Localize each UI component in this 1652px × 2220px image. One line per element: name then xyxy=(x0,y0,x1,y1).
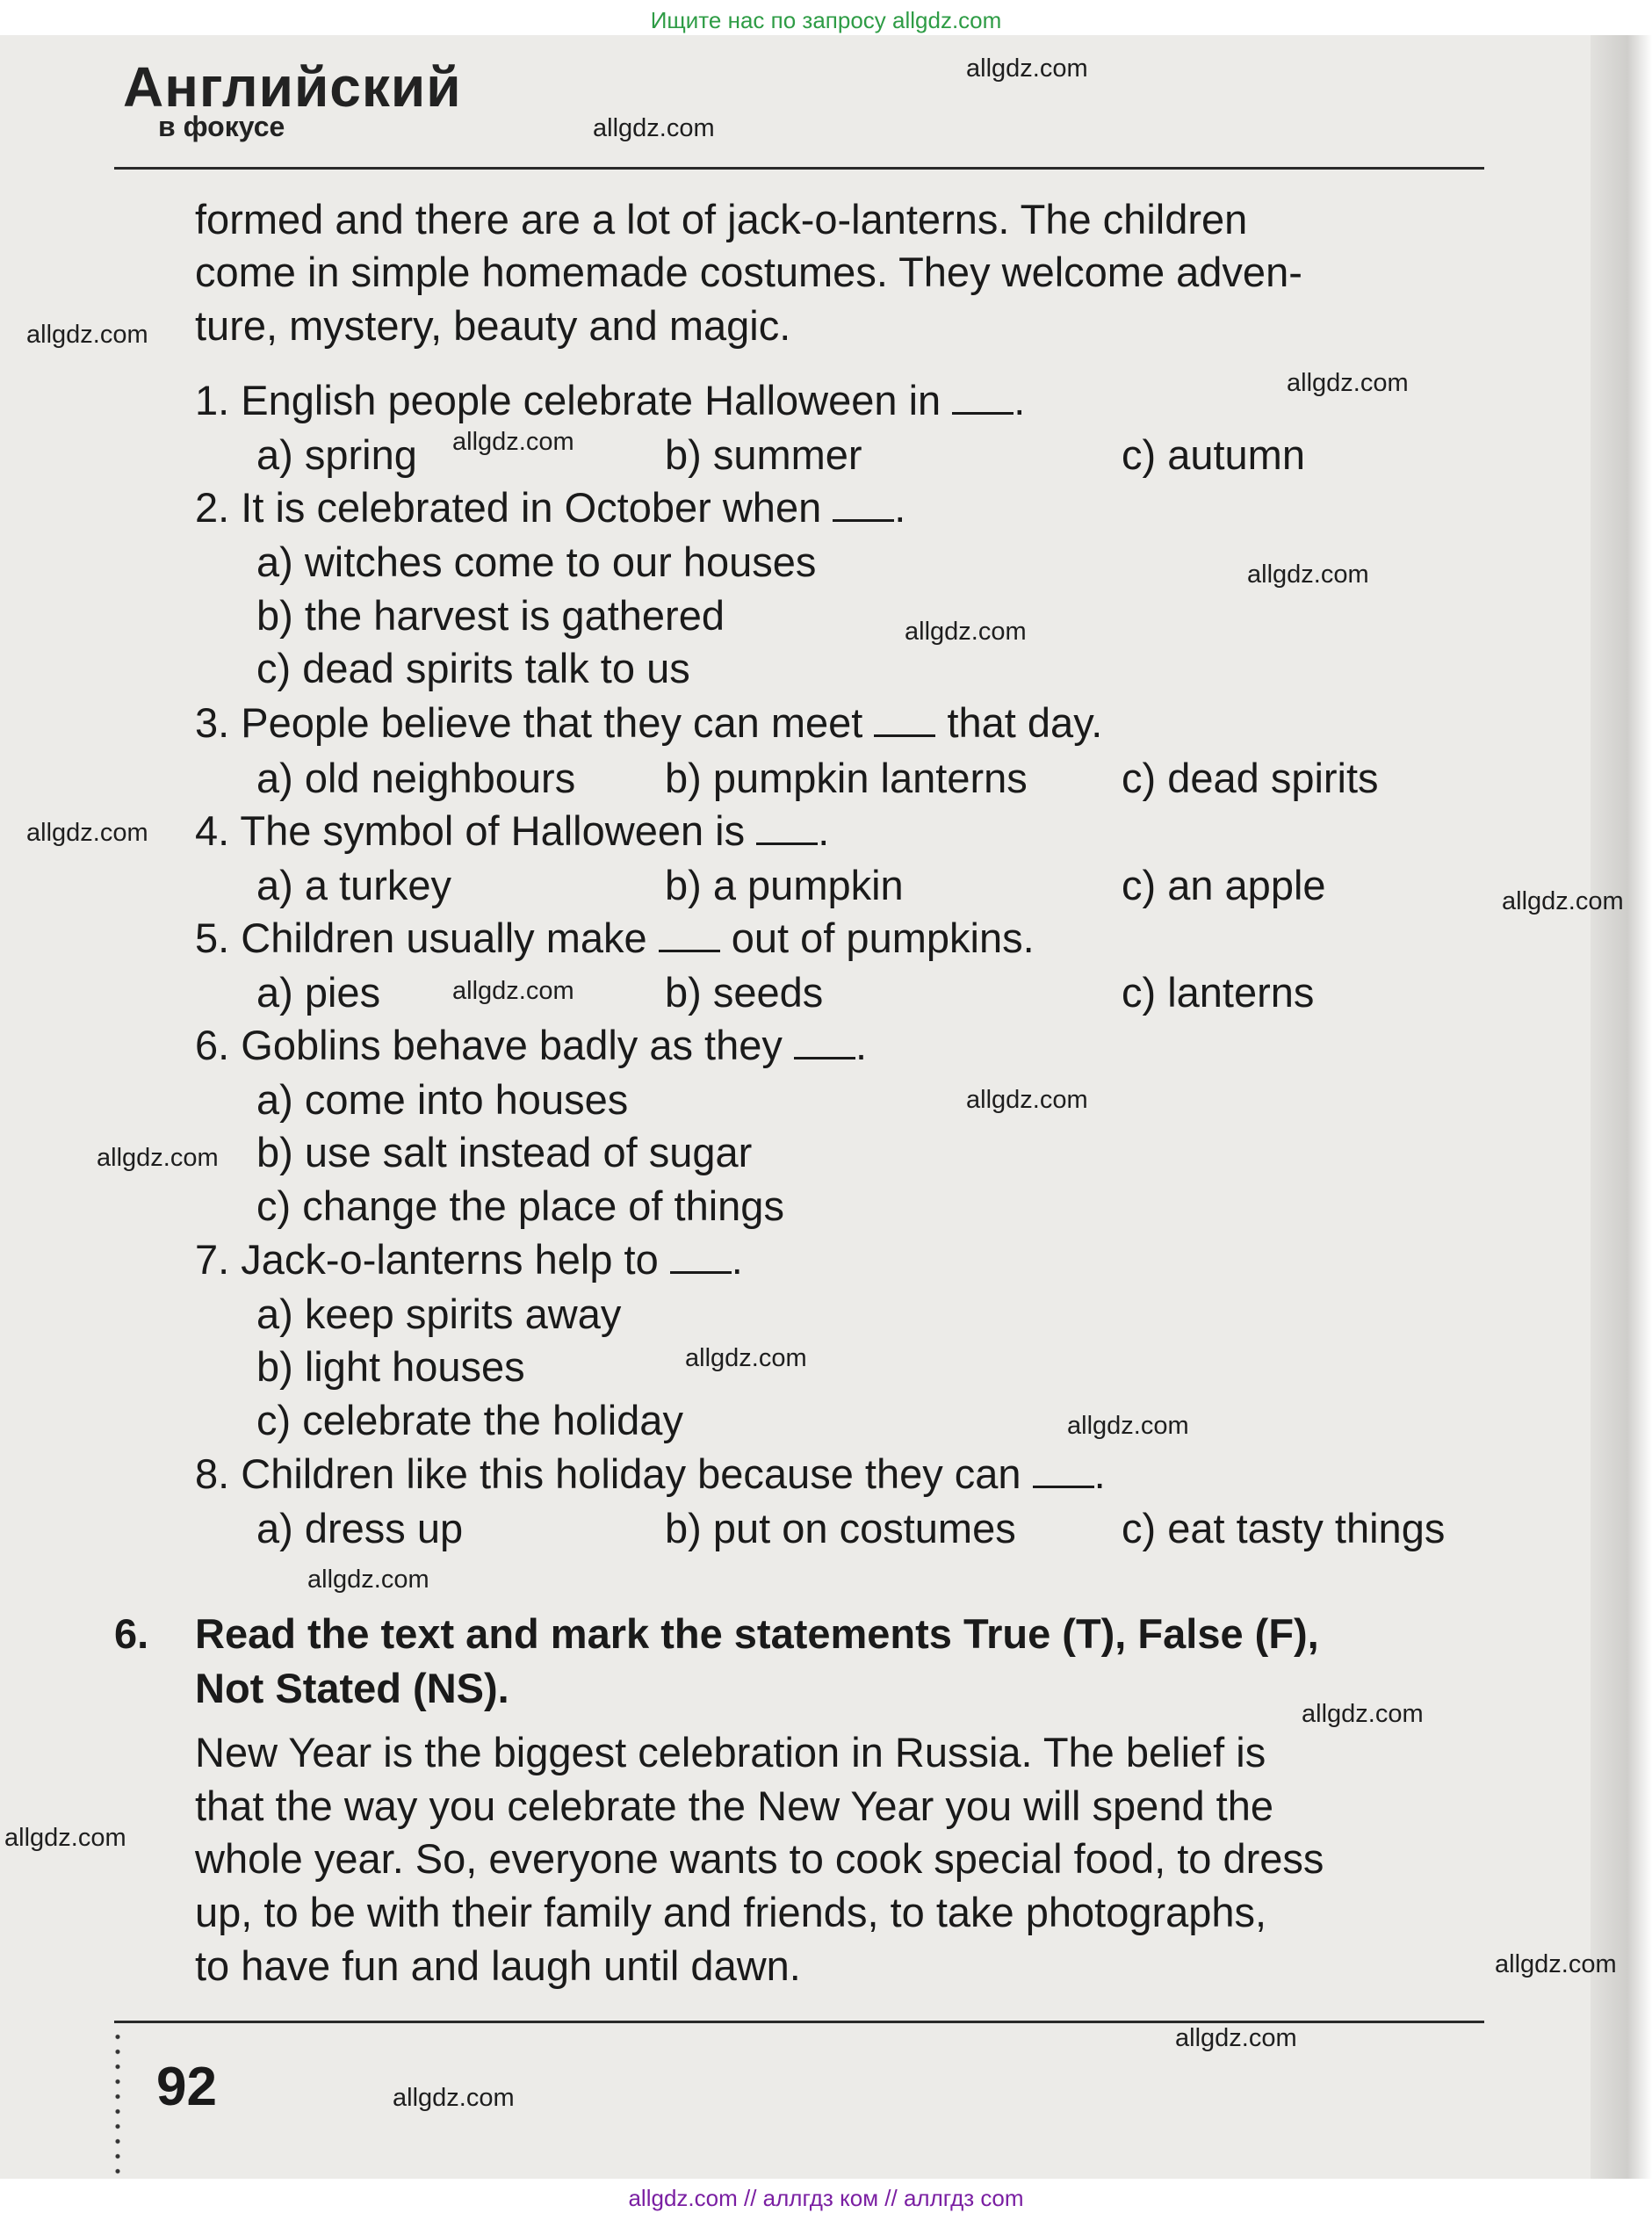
option-b: b) summer xyxy=(665,431,862,478)
header-rule xyxy=(114,167,1484,170)
answer-blank xyxy=(756,813,818,845)
watermark: allgdz.com xyxy=(593,114,715,142)
option-b: b) use salt instead of sugar xyxy=(256,1129,753,1175)
page-number: 92 xyxy=(156,2057,217,2117)
answer-blank xyxy=(659,920,720,952)
question-end: . xyxy=(1093,1450,1106,1497)
question-4 xyxy=(195,806,829,855)
option-a: a) witches come to our houses xyxy=(256,539,817,585)
watermark: allgdz.com xyxy=(1067,1412,1189,1440)
book-logo-subtitle: в фокусе xyxy=(158,111,285,142)
answer-blank xyxy=(833,489,894,522)
question-stem: Children like this holiday because they can xyxy=(241,1450,1021,1497)
watermark: allgdz.com xyxy=(1247,560,1369,589)
option-b: b) pumpkin lanterns xyxy=(665,755,1028,801)
question-number: 8. xyxy=(195,1450,230,1497)
text-line: New Year is the biggest celebration in Russia. The belief is xyxy=(195,1729,1266,1775)
question-stem: It is celebrated in October when xyxy=(241,484,822,531)
question-1 xyxy=(195,376,1025,424)
question-3 xyxy=(195,698,1102,747)
answer-blank xyxy=(952,382,1014,415)
question-stem: Children usually make xyxy=(241,915,647,961)
footer-links[interactable]: allgdz.com // аллгдз ком // аллгдз com xyxy=(628,2185,1024,2211)
answer-blank xyxy=(794,1027,855,1059)
watermark: allgdz.com xyxy=(393,2084,515,2112)
task-title-line: Not Stated (NS). xyxy=(195,1665,509,1711)
question-end: that day. xyxy=(947,699,1103,746)
watermark: allgdz.com xyxy=(1302,1700,1424,1728)
question-stem: The symbol of Halloween is xyxy=(240,807,746,854)
footer-rule xyxy=(114,2021,1484,2023)
option-c: c) autumn xyxy=(1122,431,1305,478)
option-a: a) pies xyxy=(256,969,381,1016)
watermark: allgdz.com xyxy=(905,618,1027,646)
question-end: out of pumpkins. xyxy=(731,915,1035,961)
question-stem: English people celebrate Halloween in xyxy=(241,377,941,423)
watermark: allgdz.com xyxy=(4,1824,126,1852)
watermark: allgdz.com xyxy=(26,321,148,349)
question-number: 7. xyxy=(195,1236,230,1283)
option-c: c) dead spirits xyxy=(1122,755,1379,801)
question-5 xyxy=(195,914,1035,962)
text-line: that the way you celebrate the New Year you will spend the xyxy=(195,1783,1273,1829)
top-banner-link[interactable]: Ищите нас по запросу allgdz.com xyxy=(650,7,1002,33)
option-c: c) dead spirits talk to us xyxy=(256,645,690,691)
watermark: allgdz.com xyxy=(452,428,574,456)
question-end: . xyxy=(818,807,830,854)
question-6 xyxy=(195,1021,867,1069)
text-line: whole year. So, everyone wants to cook special food, to dress xyxy=(195,1835,1324,1882)
watermark: allgdz.com xyxy=(1175,2024,1297,2052)
page-edge-shadow xyxy=(1591,35,1652,2179)
watermark: allgdz.com xyxy=(1287,369,1409,397)
watermark: allgdz.com xyxy=(1495,1950,1617,1978)
option-c: c) lanterns xyxy=(1122,969,1315,1016)
question-number: 4. xyxy=(195,807,230,854)
option-a: a) keep spirits away xyxy=(256,1291,622,1337)
watermark: allgdz.com xyxy=(966,1086,1088,1114)
question-7 xyxy=(195,1235,743,1284)
task-title-line: Read the text and mark the statements True (T), False (F), xyxy=(195,1610,1319,1657)
question-end: . xyxy=(731,1236,743,1283)
option-a: a) dress up xyxy=(256,1505,464,1551)
text-line: ture, mystery, beauty and magic. xyxy=(195,302,791,349)
task-number: 6. xyxy=(114,1610,149,1657)
text-line: formed and there are a lot of jack-o-lanterns. The children xyxy=(195,196,1248,242)
option-a: a) old neighbours xyxy=(256,755,576,801)
text-line: up, to be with their family and friends, to take photographs, xyxy=(195,1889,1267,1935)
question-stem: People believe that they can meet xyxy=(241,699,863,746)
watermark: allgdz.com xyxy=(685,1344,807,1372)
question-end: . xyxy=(894,484,906,531)
option-b: b) seeds xyxy=(665,969,824,1016)
watermark: allgdz.com xyxy=(307,1566,429,1594)
option-b: b) put on costumes xyxy=(665,1505,1016,1551)
option-c: c) celebrate the holiday xyxy=(256,1397,683,1443)
answer-blank xyxy=(670,1241,732,1274)
option-c: c) change the place of things xyxy=(256,1182,784,1229)
question-number: 5. xyxy=(195,915,230,961)
option-b: b) light houses xyxy=(256,1343,525,1390)
option-a: a) come into houses xyxy=(256,1076,629,1123)
answer-blank xyxy=(1033,1456,1094,1488)
watermark: allgdz.com xyxy=(1502,887,1624,915)
question-number: 3. xyxy=(195,699,230,746)
watermark: allgdz.com xyxy=(452,977,574,1005)
option-a: a) spring xyxy=(256,431,417,478)
option-b: b) a pumpkin xyxy=(665,862,904,908)
question-8 xyxy=(195,1450,1106,1498)
watermark: allgdz.com xyxy=(966,54,1088,83)
question-2 xyxy=(195,483,905,531)
option-b: b) the harvest is gathered xyxy=(256,592,725,639)
question-end: . xyxy=(855,1022,868,1068)
question-stem: Goblins behave badly as they xyxy=(241,1022,783,1068)
watermark: allgdz.com xyxy=(26,819,148,847)
book-logo-title: Английский xyxy=(123,55,462,119)
answer-blank xyxy=(874,705,935,737)
question-number: 1. xyxy=(195,377,230,423)
text-line: come in simple homemade costumes. They welcome adven- xyxy=(195,249,1302,295)
option-c: c) an apple xyxy=(1122,862,1326,908)
question-number: 6. xyxy=(195,1022,230,1068)
option-a: a) a turkey xyxy=(256,862,452,908)
question-number: 2. xyxy=(195,484,230,531)
question-stem: Jack-o-lanterns help to xyxy=(241,1236,659,1283)
text-line: to have fun and laugh until dawn. xyxy=(195,1942,801,1989)
page-margin-dots xyxy=(114,2029,121,2179)
watermark: allgdz.com xyxy=(97,1144,219,1172)
option-c: c) eat tasty things xyxy=(1122,1505,1446,1551)
question-end: . xyxy=(1014,377,1026,423)
